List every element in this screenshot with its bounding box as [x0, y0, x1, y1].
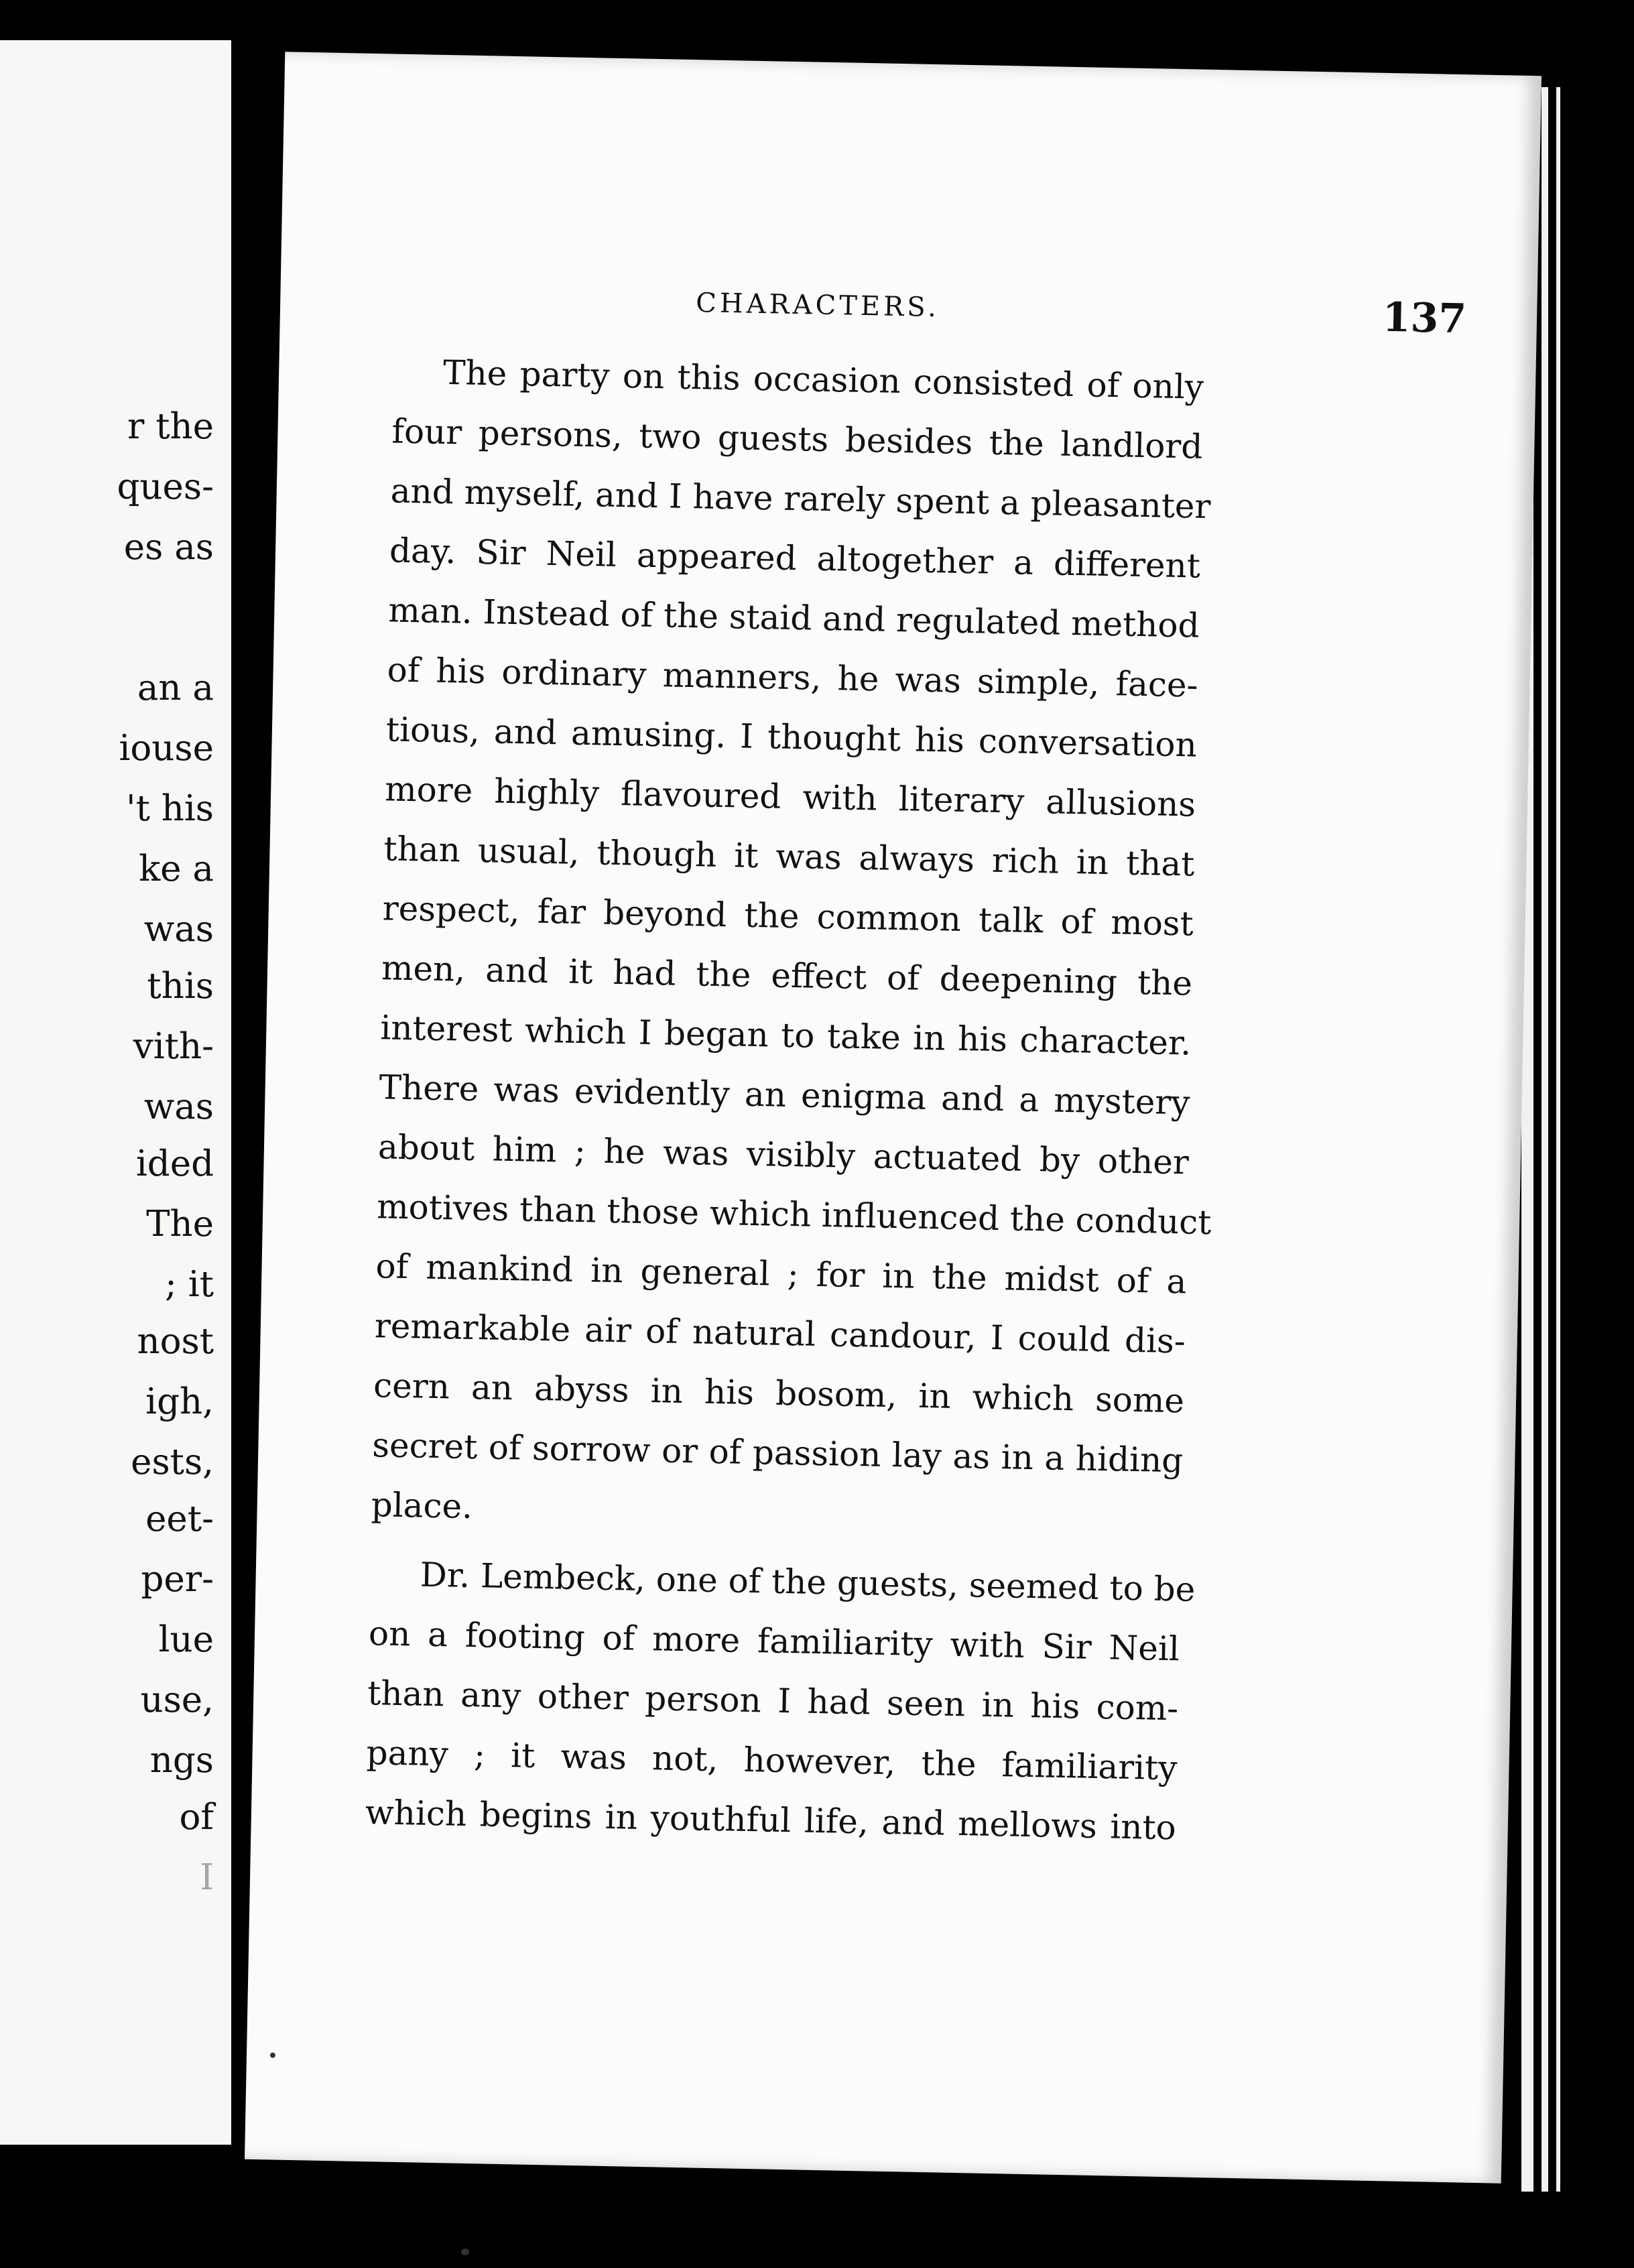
facing-page-fragment: per-: [141, 1559, 214, 1600]
facing-page-fragment: ests,: [131, 1442, 214, 1483]
facing-page-fragment: The: [146, 1204, 214, 1245]
text-line: on a footing of more familiarity with Sir Neil: [368, 1614, 1180, 1669]
text-line: and myself, and I have rarely spent a pleasanter: [390, 471, 1211, 526]
page-edge: [1556, 87, 1560, 2192]
text-line: which begins in youthful life, and mellows into: [365, 1793, 1177, 1848]
text-line: pany ; it was not, however, the familiarity: [366, 1733, 1178, 1788]
text-line: motives than those which influenced the conduct: [376, 1187, 1212, 1243]
page-number: 137: [1382, 294, 1467, 343]
facing-page-fragment: es as: [123, 527, 214, 568]
facing-page-fragment: eet-: [145, 1499, 214, 1539]
text-line: than any other person I had seen in his com-: [367, 1674, 1179, 1728]
text-line: men, and it had the effect of deepening the: [381, 948, 1193, 1003]
facing-page-fragment: lue: [158, 1619, 214, 1660]
text-line: day. Sir Neil appeared altogether a different: [389, 531, 1201, 586]
facing-page-fragment: nost: [137, 1321, 214, 1362]
text-line: than usual, though it was always rich in that: [383, 829, 1195, 884]
running-title: CHARACTERS.: [695, 288, 940, 324]
facing-page-fragment: r the: [127, 406, 214, 447]
body-text: [365, 342, 1212, 1858]
facing-page-fragment: ided: [135, 1143, 214, 1184]
text-line: about him ; he was visibly actuated by other: [377, 1127, 1190, 1182]
text-line: four persons, two guests besides the landlord: [391, 412, 1203, 466]
facing-page-fragment: ngs: [149, 1740, 214, 1781]
facing-page-fragment: ke a: [139, 848, 214, 889]
facing-page-fragment: ; it: [165, 1264, 214, 1305]
facing-page-fragment: of: [179, 1797, 214, 1838]
text-line: interest which I began to take in his character.: [379, 1008, 1192, 1063]
facing-page-left: [0, 40, 231, 2145]
facing-page-fragment: vith-: [133, 1026, 214, 1067]
text-line: secret of sorrow or of passion lay as in a hiding: [371, 1426, 1184, 1480]
paper-speck: [461, 2249, 469, 2255]
facing-page-fragment: iouse: [119, 728, 214, 769]
text-line: Dr. Lembeck, one of the guests, seemed to be: [420, 1555, 1196, 1609]
facing-page-fragment: was: [143, 1086, 214, 1127]
text-line: respect, far beyond the common talk of most: [382, 889, 1194, 944]
facing-page-fragment: use,: [140, 1680, 214, 1720]
text-line: more highly flavoured with literary allusions: [384, 769, 1196, 824]
paragraph: [365, 1544, 1196, 1858]
text-line: of mankind in general ; for in the midst of a: [375, 1247, 1187, 1302]
text-line: remarkable air of natural candour, I could dis-: [374, 1306, 1186, 1361]
facing-page-fragment: an a: [137, 668, 214, 708]
book-page: [245, 52, 1542, 2183]
facing-page-fragment: I: [200, 1857, 214, 1898]
facing-page-fragment: this: [147, 966, 214, 1007]
facing-page-fragment: ques-: [117, 466, 214, 507]
text-line: of his ordinary manners, he was simple, face-: [387, 650, 1199, 705]
text-line: The party on this occasion consisted of only: [442, 353, 1204, 407]
paragraph: [371, 342, 1212, 1550]
facing-page-fragment: was: [143, 909, 214, 950]
running-head: [695, 281, 1466, 349]
facing-page-fragment: igh,: [145, 1381, 214, 1422]
text-line: tious, and amusing. I thought his conversation: [385, 710, 1198, 765]
facing-page-fragment: 't his: [126, 788, 214, 829]
text-line: place.: [371, 1485, 473, 1527]
text-line: cern an abyss in his bosom, in which some: [373, 1366, 1185, 1421]
page-edge: [1542, 87, 1548, 2192]
text-line: man. Instead of the staid and regulated method: [387, 590, 1200, 645]
text-line: There was evidently an enigma and a mystery: [379, 1068, 1191, 1123]
paper-speck: [270, 2052, 275, 2058]
